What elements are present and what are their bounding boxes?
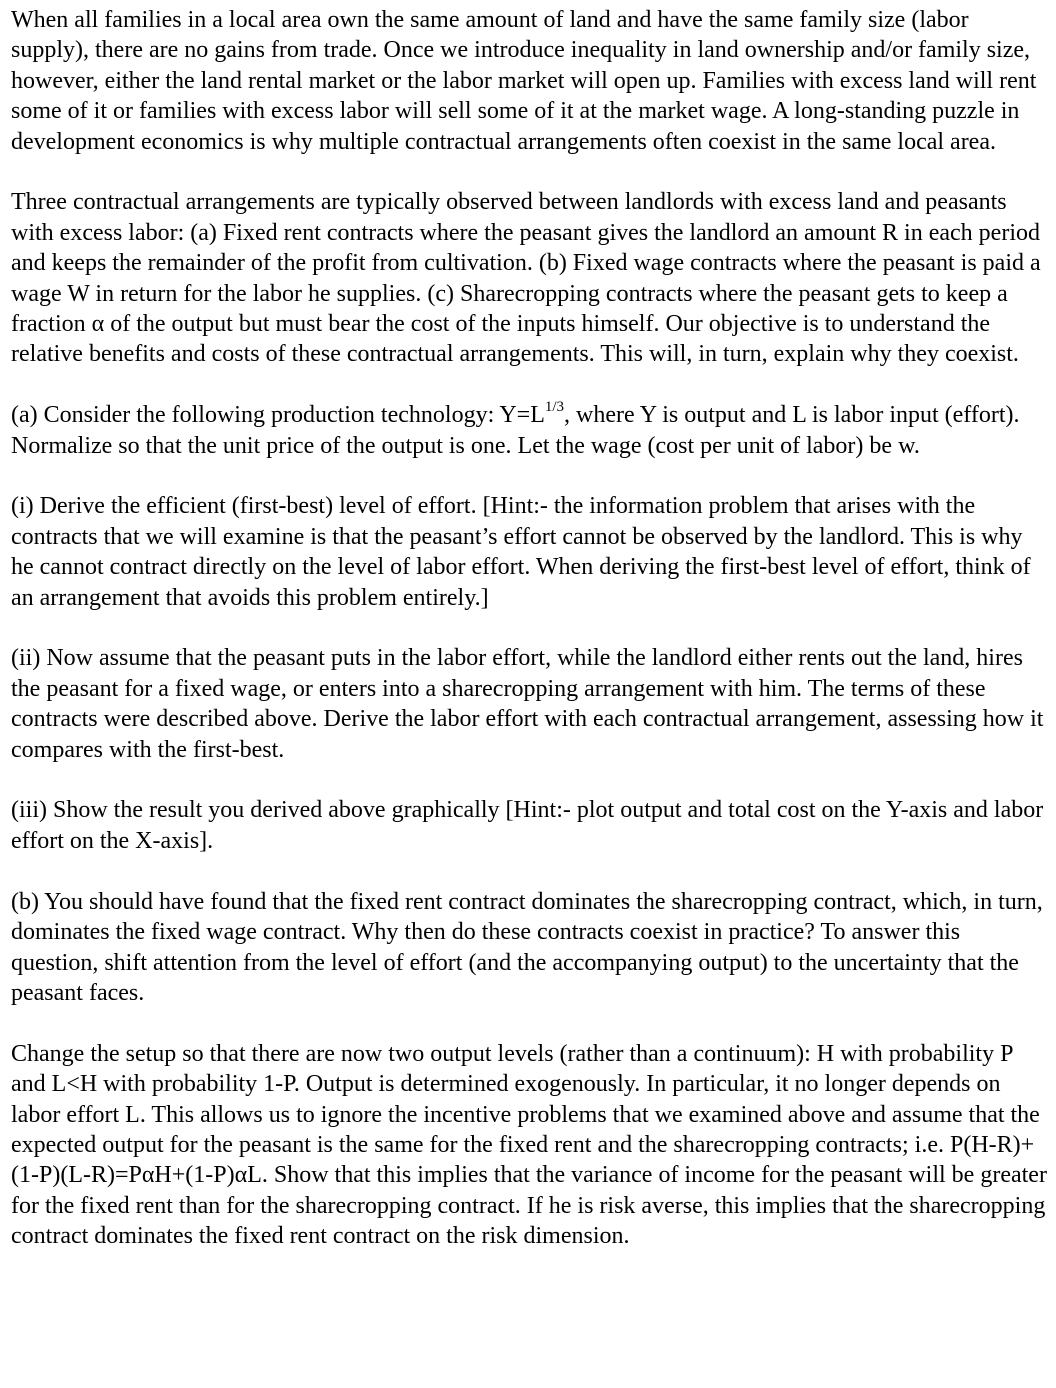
paragraph-part-a-ii: (ii) Now assume that the peasant puts in the labor effort, while the landlord either rents out the land, hires the peasant for a fixed wage, or enters into a sharecropping arrangement with him. The terms of these contracts were described above. Derive the labor effort with each contractual arrangement, assessing how it compares with the first-best. (11, 645, 1044, 763)
paragraph-part-b-setup: Change the setup so that there are now two output levels (rather than a continuum): H with probability P and L<H with probability 1-P. Output is determined exogenously. In particular, it no longer depends on labor effort L. This allows us to ignore the incentive problems that we examined above and assume that the expected output for the peasant is the same for the fixed rent and the sharecropping contracts; i.e. P(H-R)+(1-P)(L-R)=PαH+(1-P)αL. Show that this implies that the variance of income for the peasant will be greater for the fixed rent than for the sharecropping contract. If he is risk averse, this implies that the sharecropping contract dominates the fixed rent contract on the risk dimension. (11, 1040, 1047, 1250)
paragraph-contracts: Three contractual arrangements are typically observed between landlords with excess land and peasants with excess labor: (a) Fixed rent contracts where the peasant gives the landlord an amount R in each period and keeps the remainder of the profit from cultivation. (b) Fixed wage contracts where the peasant is paid a wage W in return for the labor he supplies. (c) Sharecropping contracts where the peasant gets to keep a fraction α of the output but must bear the cost of the inputs himself. Our objective is to understand the relative benefits and costs of these contractual arrangements. This will, in turn, explain why they coexist. (11, 189, 1041, 368)
part-a-text-before: (a) Consider the following production technology: Y=L (11, 402, 545, 429)
paragraph-part-a-iii: (iii) Show the result you derived above graphically [Hint:- plot output and total cost on the Y-axis and labor effort on the X-axis]. (11, 797, 1044, 854)
document-page (11, 5, 1047, 1252)
part-a-text-after: , where Y is output and L is labor input (effort). Normalize so that the unit price of the output is one. Let the wage (cost per unit of labor) be w. (11, 402, 1020, 459)
paragraph-part-a (11, 400, 1047, 461)
paragraph-part-b: (b) You should have found that the fixed rent contract dominates the sharecropping contract, which, in turn, dominates the fixed wage contract. Why then do these contracts coexist in practice? To answer this question, shift attention from the level of effort (and the accompanying output) to the uncertainty that the peasant faces. (11, 888, 1043, 1006)
paragraph-part-a-i: (i) Derive the efficient (first-best) level of effort. [Hint:- the information problem that arises with the contracts that we will examine is that the peasant’s effort cannot be observed by the landlord. This is why he cannot contract directly on the level of labor effort. When deriving the first-best level of effort, think of an arrangement that avoids this problem entirely.] (11, 493, 1031, 611)
paragraph-intro: When all families in a local area own the same amount of land and have the same family size (labor supply), there are no gains from trade. Once we introduce inequality in land ownership and/or family size, however, either the land rental market or the labor market will open up. Families with excess land will rent some of it or families with excess labor will sell some of it at the market wage. A long-standing puzzle in development economics is why multiple contractual arrangements often coexist in the same local area. (11, 7, 1037, 155)
exponent-superscript: 1/3 (544, 399, 565, 416)
